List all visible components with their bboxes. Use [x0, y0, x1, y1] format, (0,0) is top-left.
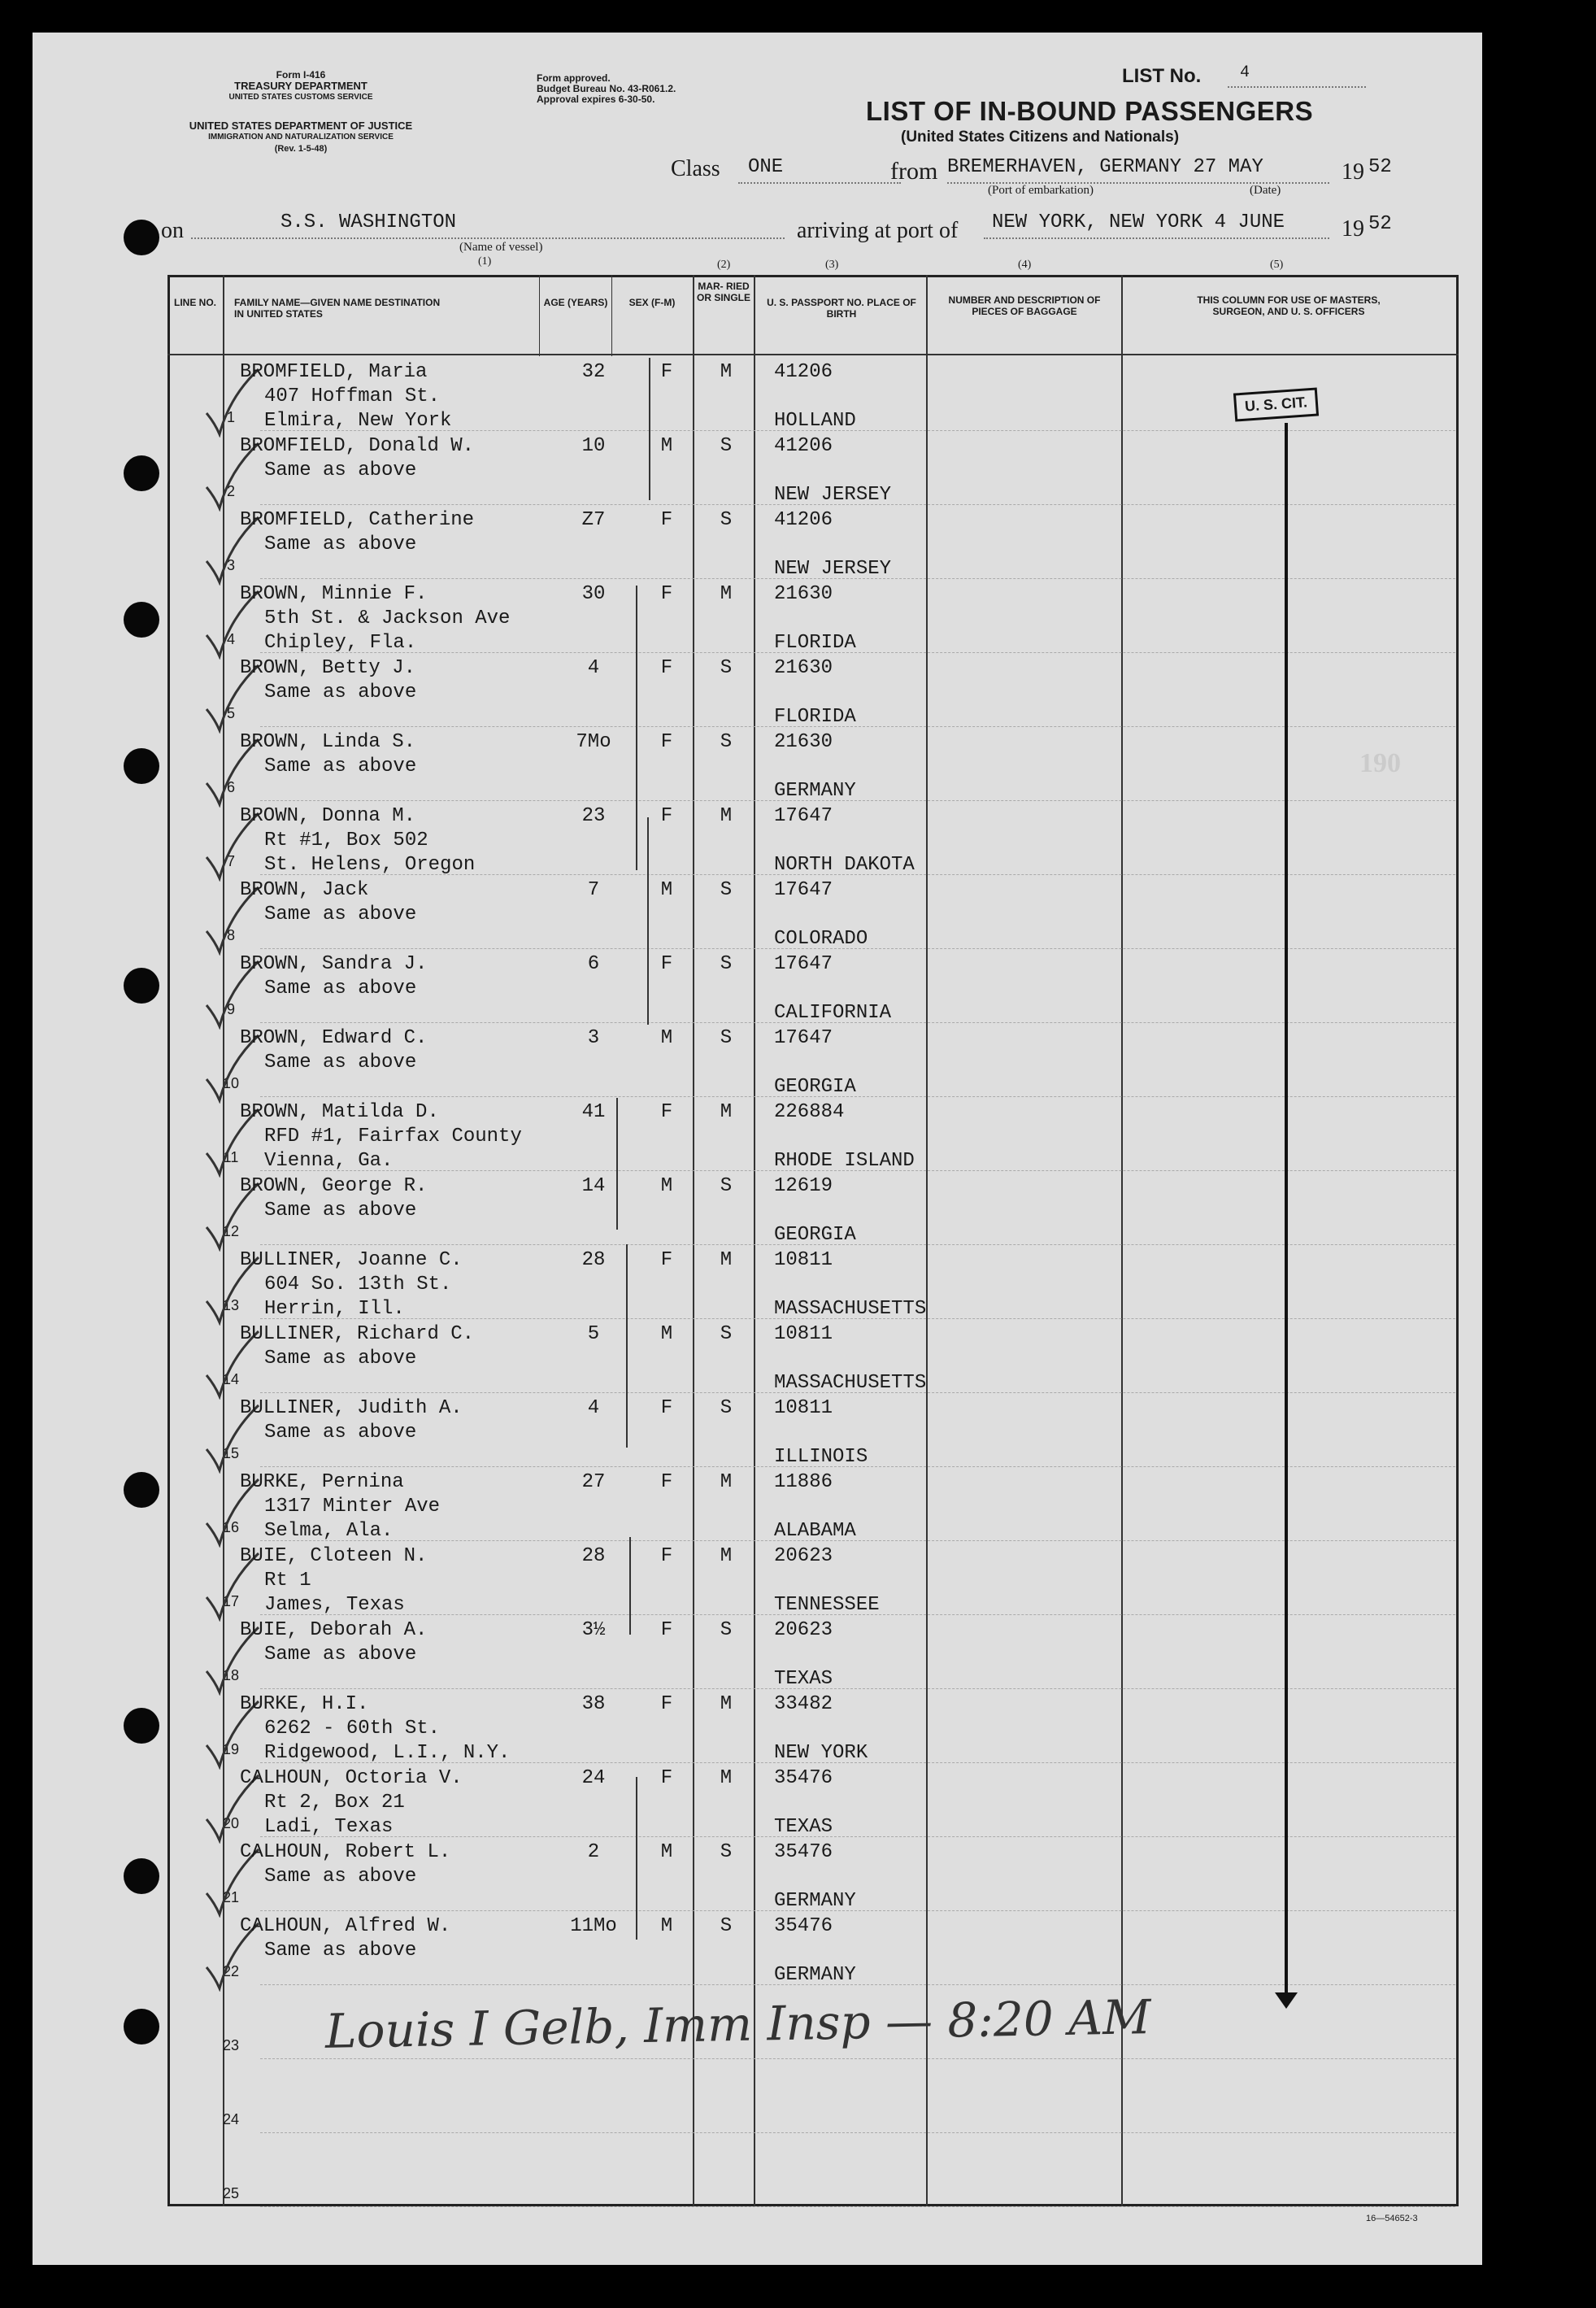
cell-passport: 12619 [774, 1175, 833, 1197]
cell-addr1: Same as above [264, 904, 417, 925]
faint-page-mark: 190 [1359, 748, 1401, 778]
cell-sex: F [660, 1545, 673, 1567]
family-bracket [626, 1244, 628, 1448]
cell-sex: F [660, 1693, 673, 1715]
row-divider [260, 1984, 1455, 1985]
cell-age: 32 [581, 361, 606, 383]
cell-age: 14 [581, 1175, 606, 1197]
line-number: 15 [222, 1445, 240, 1461]
cell-passport: 41206 [774, 509, 833, 531]
cell-addr1: Rt 2, Box 21 [264, 1792, 405, 1814]
cell-birth: FLORIDA [774, 706, 856, 728]
cell-passport: 11886 [774, 1471, 833, 1493]
cell-ms: M [720, 1545, 733, 1567]
cell-age: 5 [587, 1323, 600, 1345]
row-divider [260, 2058, 1455, 2059]
cell-name: BULLINER, Joanne C. [240, 1249, 463, 1271]
vessel-col-number: (1) [478, 255, 492, 268]
col-divider [1121, 275, 1123, 2206]
line-number: 25 [222, 2185, 240, 2201]
cell-ms: S [720, 1027, 733, 1049]
cell-ms: S [720, 1323, 733, 1345]
col-divider [539, 275, 540, 356]
cell-addr1: 604 So. 13th St. [264, 1274, 452, 1296]
cell-addr1: RFD #1, Fairfax County [264, 1126, 522, 1147]
cell-addr1: 5th St. & Jackson Ave [264, 607, 511, 629]
cell-sex: F [660, 1101, 673, 1123]
cell-age: 27 [581, 1471, 606, 1493]
cell-ms: M [720, 361, 733, 383]
list-number [1122, 65, 1201, 88]
line-number: 11 [223, 1149, 239, 1165]
cell-sex: F [660, 361, 673, 383]
port-embark-caption: (Port of embarkation) [988, 184, 1094, 197]
cell-birth: HOLLAND [774, 410, 856, 432]
vessel-name: S.S. WASHINGTON [280, 211, 457, 233]
cell-birth: GERMANY [774, 1890, 856, 1912]
cell-age: 28 [581, 1249, 606, 1271]
binder-hole [124, 602, 159, 638]
cell-age: 10 [581, 435, 606, 457]
line-number: 22 [222, 1963, 240, 1979]
cell-birth: MASSACHUSETTS [774, 1372, 927, 1394]
cell-passport: 10811 [774, 1323, 833, 1345]
row-divider [260, 1096, 1455, 1097]
budget-bureau: Budget Bureau No. 43-R061.2. [537, 83, 676, 94]
cell-age: 24 [581, 1767, 606, 1789]
cell-passport: 20623 [774, 1545, 833, 1567]
line-number: 21 [222, 1889, 240, 1905]
cell-sex: F [660, 1249, 673, 1271]
cell-sex: M [660, 1027, 673, 1049]
year-1: 52 [1368, 156, 1392, 178]
class-value: ONE [748, 156, 784, 178]
cell-birth: NEW YORK [774, 1742, 868, 1764]
cell-ms: S [720, 1175, 733, 1197]
binder-hole [124, 1708, 159, 1744]
class-line [738, 182, 901, 184]
cell-passport: 17647 [774, 879, 833, 901]
justice-block [163, 120, 439, 155]
cell-addr2: St. Helens, Oregon [264, 854, 476, 876]
cell-name: BROWN, Jack [240, 879, 369, 901]
arriving-label: arriving at port of [797, 218, 959, 243]
cell-ms: M [720, 1693, 733, 1715]
cell-addr1: 6262 - 60th St. [264, 1718, 441, 1740]
cell-addr1: Same as above [264, 1422, 417, 1444]
cell-ms: S [720, 1619, 733, 1641]
cell-addr1: Same as above [264, 978, 417, 999]
cell-name: BROWN, George R. [240, 1175, 428, 1197]
col-4-number: (4) [1018, 259, 1032, 271]
approval-expires: Approval expires 6-30-50. [537, 94, 655, 105]
cell-passport: 21630 [774, 583, 833, 605]
cell-sex: F [660, 509, 673, 531]
cell-addr1: 1317 Minter Ave [264, 1496, 441, 1518]
cell-name: BROMFIELD, Catherine [240, 509, 475, 531]
cell-ms: S [720, 435, 733, 457]
line-number: 13 [222, 1297, 240, 1313]
line-number: 24 [222, 2111, 240, 2127]
manifest-page [33, 33, 1482, 2265]
cell-addr1: Same as above [264, 1348, 417, 1370]
row-divider [260, 800, 1455, 801]
family-bracket [616, 1098, 618, 1230]
cell-birth: GEORGIA [774, 1076, 856, 1098]
cell-addr1: Same as above [264, 1052, 417, 1073]
binder-hole [124, 2009, 159, 2045]
row-divider [260, 1688, 1455, 1689]
cell-ms: S [720, 879, 733, 901]
cell-passport: 33482 [774, 1693, 833, 1715]
cell-ms: S [720, 1915, 733, 1937]
header-officers: THIS COLUMN FOR USE OF MASTERS, SURGEON, AND U. S. OFFICERS [1197, 294, 1381, 317]
row-divider [260, 1910, 1455, 1911]
cell-passport: 226884 [774, 1101, 845, 1123]
cell-sex: M [660, 1323, 673, 1345]
cell-addr1: Same as above [264, 1644, 417, 1666]
cell-name: BURKE, H.I. [240, 1693, 369, 1715]
cell-ms: S [720, 509, 733, 531]
cell-name: CALHOUN, Alfred W. [240, 1915, 451, 1937]
cell-addr1: Rt #1, Box 502 [264, 830, 428, 851]
cell-name: BUIE, Deborah A. [240, 1619, 428, 1641]
binder-hole [124, 968, 159, 1004]
line-number: 20 [222, 1815, 240, 1831]
customs-service: UNITED STATES CUSTOMS SERVICE [228, 93, 373, 102]
cell-birth: GERMANY [774, 780, 856, 802]
line-number: 7 [226, 853, 235, 869]
line-number: 1 [226, 409, 235, 425]
cell-ms: M [720, 1471, 733, 1493]
cell-age: 23 [581, 805, 606, 827]
cell-name: BROMFIELD, Donald W. [240, 435, 475, 457]
year-2: 52 [1368, 213, 1392, 235]
cell-sex: F [660, 805, 673, 827]
cell-addr1: Same as above [264, 1866, 417, 1888]
on-label: on [161, 218, 184, 243]
cell-name: BULLINER, Judith A. [240, 1397, 463, 1419]
line-number: 14 [222, 1371, 240, 1387]
cell-passport: 17647 [774, 805, 833, 827]
binder-hole [124, 748, 159, 784]
date-caption: (Date) [1250, 184, 1281, 197]
cell-name: BROMFIELD, Maria [240, 361, 428, 383]
cell-name: BROWN, Sandra J. [240, 953, 428, 975]
line-number: 5 [226, 705, 235, 721]
cell-name: BROWN, Donna M. [240, 805, 416, 827]
cell-age: 4 [587, 1397, 600, 1419]
stamp-arrow-line [1285, 423, 1288, 2005]
cell-name: BROWN, Linda S. [240, 731, 416, 753]
cell-birth: TENNESSEE [774, 1594, 880, 1616]
agency-block [179, 69, 423, 103]
line-number: 17 [222, 1593, 240, 1609]
list-no-value: 4 [1240, 63, 1250, 82]
cell-name: BROWN, Edward C. [240, 1027, 428, 1049]
cell-addr2: Elmira, New York [264, 410, 452, 432]
cell-birth: FLORIDA [774, 632, 856, 654]
cell-ms: M [720, 1249, 733, 1271]
form-number: Form I-416 [276, 69, 326, 81]
cell-age: Z7 [581, 509, 606, 531]
cell-addr2: Ridgewood, L.I., N.Y. [264, 1742, 511, 1764]
justice-department: UNITED STATES DEPARTMENT OF JUSTICE [189, 120, 413, 132]
line-number: 3 [226, 557, 235, 573]
vessel-caption: (Name of vessel) [459, 241, 543, 254]
line-number: 16 [222, 1519, 240, 1535]
line-number: 9 [226, 1001, 235, 1017]
line-number: 18 [222, 1667, 240, 1683]
binder-hole [124, 1858, 159, 1894]
cell-birth: TEXAS [774, 1816, 833, 1838]
cell-age: 28 [581, 1545, 606, 1567]
col-divider [611, 275, 612, 356]
family-bracket [629, 1537, 631, 1635]
row-divider [260, 2206, 1455, 2207]
cell-passport: 41206 [774, 361, 833, 383]
line-number: 8 [226, 927, 235, 943]
binder-hole [124, 455, 159, 491]
row-divider [260, 2132, 1455, 2133]
cell-age: 30 [581, 583, 606, 605]
cell-addr1: Same as above [264, 459, 417, 481]
cell-sex: M [660, 1841, 673, 1863]
cell-birth: NEW JERSEY [774, 558, 892, 580]
header-sex: SEX (F-M) [628, 297, 676, 308]
cell-sex: F [660, 1397, 673, 1419]
list-no-line [1228, 86, 1366, 88]
family-bracket [647, 817, 649, 1025]
cell-birth: TEXAS [774, 1668, 833, 1690]
cell-age: 11Mo [570, 1915, 617, 1937]
cell-birth: ILLINOIS [774, 1446, 868, 1468]
line-number: 2 [226, 483, 235, 499]
cell-age: 3½ [581, 1619, 606, 1641]
row-divider [260, 1540, 1455, 1541]
cell-sex: M [660, 879, 673, 901]
cell-sex: F [660, 1619, 673, 1641]
header-name: FAMILY NAME—GIVEN NAME DESTINATION IN UNITED STATES [234, 297, 441, 320]
header-age: AGE (YEARS) [543, 297, 608, 308]
stamp-arrow-head [1275, 1992, 1298, 2009]
cell-addr1: Same as above [264, 682, 417, 703]
col-divider [926, 275, 928, 2206]
cell-ms: S [720, 953, 733, 975]
line-number: 10 [222, 1075, 240, 1091]
cell-ms: M [720, 1101, 733, 1123]
cell-passport: 10811 [774, 1249, 833, 1271]
cell-passport: 10811 [774, 1397, 833, 1419]
class-label: Class [671, 156, 720, 181]
cell-passport: 17647 [774, 953, 833, 975]
cell-passport: 41206 [774, 435, 833, 457]
cell-ms: S [720, 731, 733, 753]
cell-birth: ALABAMA [774, 1520, 856, 1542]
cell-addr1: Rt 1 [264, 1570, 311, 1592]
year-prefix-1: 19 [1342, 159, 1364, 185]
cell-sex: F [660, 657, 673, 679]
cell-name: BROWN, Minnie F. [240, 583, 428, 605]
cell-passport: 20623 [774, 1619, 833, 1641]
cell-birth: COLORADO [774, 928, 868, 950]
header-baggage: NUMBER AND DESCRIPTION OF PIECES OF BAGGAGE [948, 294, 1101, 317]
family-bracket [636, 1777, 637, 1940]
from-value: BREMERHAVEN, GERMANY 27 MAY [947, 156, 1263, 178]
col-5-number: (5) [1270, 259, 1284, 271]
binder-hole [124, 220, 159, 255]
cell-addr2: James, Texas [264, 1594, 405, 1616]
cell-name: BUIE, Cloteen N. [240, 1545, 428, 1567]
revision-date: (Rev. 1-5-48) [274, 144, 328, 154]
cell-ms: M [720, 1767, 733, 1789]
page-subtitle: (United States Citizens and Nationals) [901, 128, 1180, 146]
row-divider [260, 652, 1455, 653]
form-approved: Form approved. [537, 72, 611, 84]
header-passport: U. S. PASSPORT NO. PLACE OF BIRTH [767, 297, 916, 320]
cell-birth: NORTH DAKOTA [774, 854, 915, 876]
binder-hole [124, 1472, 159, 1508]
header-married: MAR- RIED OR SINGLE [696, 281, 750, 303]
cell-addr1: Same as above [264, 1200, 417, 1221]
cell-passport: 21630 [774, 657, 833, 679]
cell-birth: CALIFORNIA [774, 1002, 892, 1024]
cell-birth: NEW JERSEY [774, 484, 892, 506]
row-divider [260, 1836, 1455, 1837]
ins-service: IMMIGRATION AND NATURALIZATION SERVICE [208, 133, 394, 142]
col-2-number: (2) [717, 259, 731, 271]
cell-addr1: Same as above [264, 533, 417, 555]
col-3-number: (3) [825, 259, 839, 271]
cell-sex: F [660, 731, 673, 753]
cell-name: CALHOUN, Robert L. [240, 1841, 451, 1863]
cell-age: 6 [587, 953, 600, 975]
cell-name: BULLINER, Richard C. [240, 1323, 475, 1345]
footer-code: 16—54652-3 [1366, 2214, 1418, 2223]
cell-addr2: Herrin, Ill. [264, 1298, 405, 1320]
cell-sex: M [660, 1175, 673, 1197]
cell-ms: S [720, 657, 733, 679]
family-bracket [649, 358, 650, 500]
cell-birth: RHODE ISLAND [774, 1150, 915, 1172]
row-divider [260, 726, 1455, 727]
cell-name: BROWN, Betty J. [240, 657, 416, 679]
cell-name: CALHOUN, Octoria V. [240, 1767, 463, 1789]
cell-name: BROWN, Matilda D. [240, 1101, 439, 1123]
cell-ms: M [720, 583, 733, 605]
cell-passport: 35476 [774, 1767, 833, 1789]
cell-addr2: Chipley, Fla. [264, 632, 417, 654]
line-number: 23 [222, 2037, 240, 2053]
cell-birth: GERMANY [774, 1964, 856, 1986]
family-bracket [636, 586, 637, 870]
us-cit-stamp [1233, 387, 1319, 421]
year-prefix-2: 19 [1342, 216, 1364, 242]
cell-sex: M [660, 435, 673, 457]
cell-addr2: Ladi, Texas [264, 1816, 394, 1838]
header-bottom-rule [167, 354, 1459, 355]
treasury-department: TREASURY DEPARTMENT [234, 80, 367, 92]
vessel-line [191, 237, 785, 239]
cell-passport: 35476 [774, 1915, 833, 1937]
from-label: from [890, 158, 938, 185]
header-line-no: LINE NO. [173, 297, 216, 308]
cell-age: 7 [587, 879, 600, 901]
cell-ms: M [720, 805, 733, 827]
cell-addr1: Same as above [264, 1940, 417, 1962]
cell-passport: 21630 [774, 731, 833, 753]
cell-ms: S [720, 1841, 733, 1863]
page-title: LIST OF IN-BOUND PASSENGERS [866, 96, 1314, 126]
signature-text: Louis I Gelb, Imm Insp — 8:20 AM [324, 1989, 1151, 2059]
cell-birth: GEORGIA [774, 1224, 856, 1246]
cell-name: BURKE, Pernina [240, 1471, 404, 1493]
cell-age: 38 [581, 1693, 606, 1715]
line-number: 12 [222, 1223, 240, 1239]
cell-sex: F [660, 1767, 673, 1789]
line-number: 6 [226, 779, 235, 795]
cell-addr1: Same as above [264, 756, 417, 777]
list-no-label: LIST No. [1122, 65, 1202, 87]
cell-age: 7Mo [576, 731, 611, 753]
approval-block [537, 73, 676, 105]
cell-sex: F [660, 1471, 673, 1493]
cell-sex: F [660, 583, 673, 605]
cell-birth: MASSACHUSETTS [774, 1298, 927, 1320]
cell-addr1: 407 Hoffman St. [264, 385, 441, 407]
line-number: 19 [222, 1741, 240, 1757]
line-number: 4 [226, 631, 235, 647]
cell-age: 4 [587, 657, 600, 679]
cell-age: 2 [587, 1841, 600, 1863]
arrival-value: NEW YORK, NEW YORK 4 JUNE [992, 211, 1285, 233]
cell-age: 41 [581, 1101, 606, 1123]
arrival-line [984, 237, 1329, 239]
cell-ms: S [720, 1397, 733, 1419]
cell-age: 3 [587, 1027, 600, 1049]
cell-addr2: Selma, Ala. [264, 1520, 394, 1542]
cell-passport: 17647 [774, 1027, 833, 1049]
cell-sex: F [660, 953, 673, 975]
cell-addr2: Vienna, Ga. [264, 1150, 394, 1172]
cell-sex: M [660, 1915, 673, 1937]
row-divider [260, 1244, 1455, 1245]
cell-passport: 35476 [774, 1841, 833, 1863]
stamp-text: U. S. CIT. [1244, 394, 1308, 415]
